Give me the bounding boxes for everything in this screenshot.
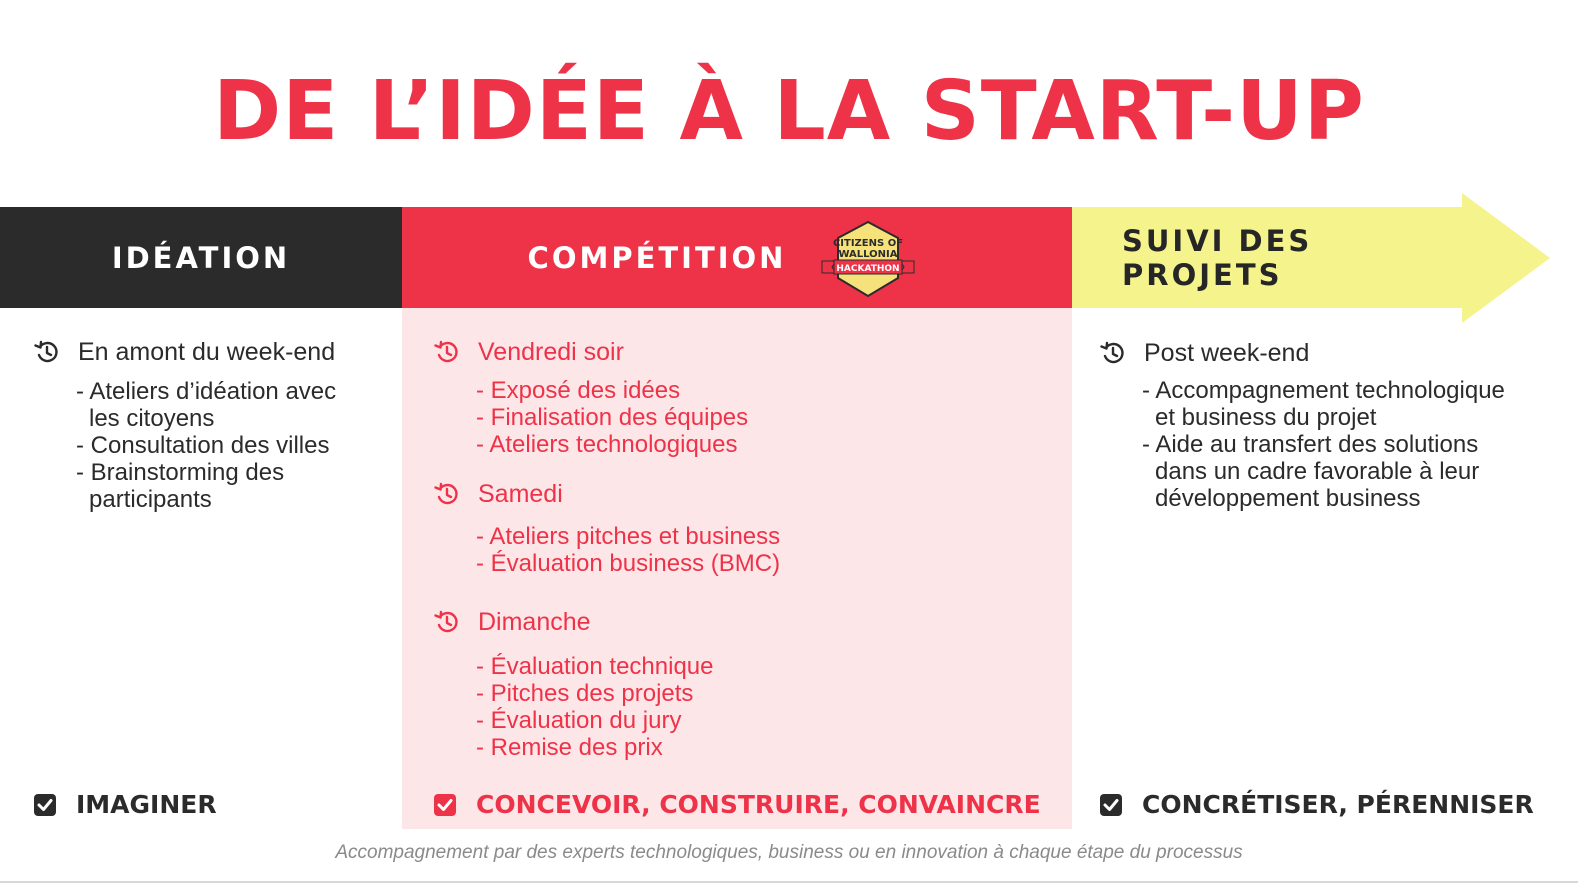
outcome-suivi <box>1100 788 1534 822</box>
list-item: - Aide au transfert des solutions dans un cadre favorable à leur développement business <box>1142 431 1480 512</box>
list-item: - Finalisation des équipes <box>476 404 749 431</box>
checkbox-icon <box>434 794 456 816</box>
phase-label-suivi: SUIVI DES PROJETS <box>1122 223 1313 292</box>
list-item: - Évaluation du jury <box>476 707 682 734</box>
list-item: - Ateliers pitches et business <box>476 523 781 550</box>
outcome-competition <box>434 788 1041 822</box>
competition-day-heading <box>434 479 563 509</box>
clock-rewind-icon <box>434 339 460 365</box>
badge-line2: WALLONIA <box>838 249 898 260</box>
ideation-heading <box>34 337 335 367</box>
clock-rewind-icon <box>34 339 60 365</box>
list-item: - Brainstorming des participants <box>76 459 285 513</box>
competition-day-list <box>476 377 1036 458</box>
day-heading-text: Samedi <box>478 480 563 508</box>
competition-day-list <box>476 523 1036 577</box>
badge-line3: HACKATHON <box>836 264 900 274</box>
page-title: DE L’IDÉE À LA START-UP <box>213 64 1365 159</box>
competition-day-list <box>476 653 1036 761</box>
outcome-suivi-text: CONCRÉTISER, PÉRENNISER <box>1142 790 1534 819</box>
suivi-list <box>1142 377 1522 512</box>
outcome-ideation-text: IMAGINER <box>76 790 217 819</box>
ideation-list <box>76 378 346 513</box>
checkbox-icon <box>1100 794 1122 816</box>
badge-line1: CITIZENS OF <box>832 238 904 249</box>
day-heading-text: Dimanche <box>478 608 591 636</box>
clock-rewind-icon <box>434 481 460 507</box>
phase-band-suivi <box>1072 207 1472 308</box>
competition-day-heading <box>434 607 591 637</box>
list-item: - Pitches des projets <box>476 680 694 707</box>
clock-rewind-icon <box>1100 340 1126 366</box>
list-item: - Ateliers technologiques <box>476 431 738 458</box>
list-item: - Consultation des villes <box>76 432 330 459</box>
footer-note: Accompagnement par des experts technologiques, business ou en innovation à chaque étape du processus <box>335 842 1243 863</box>
phase-band-ideation <box>0 207 402 308</box>
bottom-divider <box>0 881 1578 883</box>
hackathon-badge-logo <box>820 220 916 298</box>
outcome-competition-text: CONCEVOIR, CONSTRUIRE, CONVAINCRE <box>476 790 1041 819</box>
competition-day-heading <box>434 337 624 367</box>
ideation-heading-text: En amont du week-end <box>78 338 336 366</box>
list-item: - Accompagnement technologique et business du projet <box>1142 377 1505 431</box>
list-item: - Évaluation business (BMC) <box>476 550 781 577</box>
outcome-ideation <box>34 788 217 822</box>
suivi-heading <box>1100 338 1309 368</box>
clock-rewind-icon <box>434 609 460 635</box>
phase-band-competition <box>402 207 1072 308</box>
list-item: - Exposé des idées <box>476 377 681 404</box>
list-item: - Remise des prix <box>476 734 663 761</box>
phase-label-competition: COMPÉTITION <box>527 240 787 275</box>
day-heading-text: Vendredi soir <box>478 338 624 366</box>
phase-label-ideation: IDÉATION <box>111 240 291 275</box>
list-item: - Ateliers d’idéation avec les citoyens <box>76 378 337 432</box>
list-item: - Évaluation technique <box>476 653 714 680</box>
checkbox-icon <box>34 794 56 816</box>
suivi-heading-text: Post week-end <box>1144 339 1310 367</box>
